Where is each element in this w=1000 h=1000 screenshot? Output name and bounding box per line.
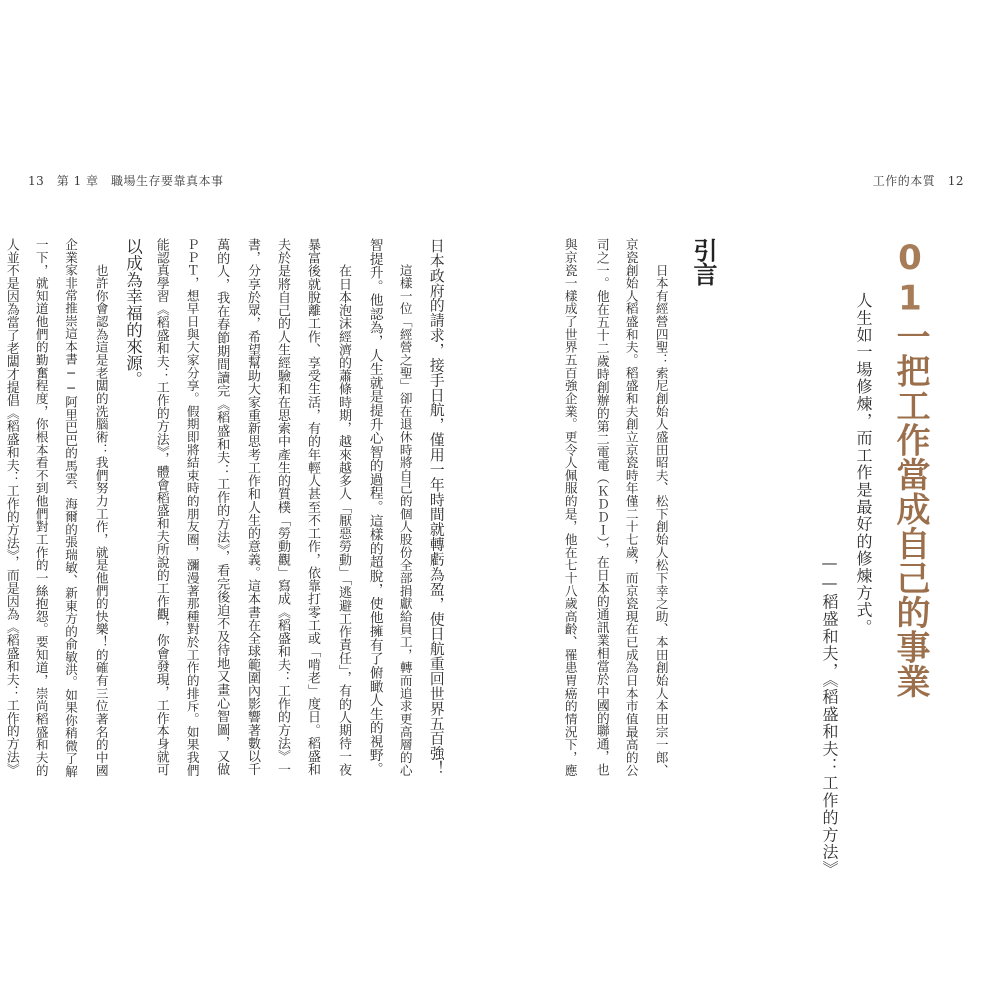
- body-line: 暴富後就脫離工作、享受生活，有的年輕人甚至不工作，依靠打零工或「啃老」度日。稻盛和: [304, 238, 320, 776]
- body-line: 在日本泡沫經濟的蕭條時期，越來越多人「厭惡勞動」「逃避工作責任」，有的人期待一夜: [335, 238, 351, 777]
- epigraph-source: ——稻盛和夫，《稻盛和夫：工作的方法》: [820, 553, 839, 878]
- body-line: 能認真學習《稻盛和夫：工作的方法》，體會稻盛和夫所說的工作觀，你會發現，工作本身就可: [153, 238, 169, 777]
- body-line: 人並不是因為當了老闆才提倡《稻盛和夫：工作的方法》，而是因為《稻盛和夫：工作的方法》: [3, 238, 19, 777]
- body-line: 智提升。他認為，人生就是提升心智的過程。這樣的超脫，使他擁有了俯瞰人生的視野。: [366, 238, 383, 776]
- body-line: 以成為幸福的來源。: [123, 238, 143, 388]
- body-line: 書，分享於眾，希望幫助大家重新思考工作和人生的意義。這本書在全球範圍內影響著數以千: [244, 238, 260, 776]
- body-line: 夫於是將自己的人生經驗和在思索中產生的質樸「勞動觀」寫成《稻盛和夫：工作的方法》一: [274, 238, 290, 776]
- running-header-left: 13 第 1 章 職場生存要靠真本事: [28, 174, 224, 188]
- running-header-right: 工作的本質 12: [872, 174, 964, 188]
- body-line: 與京瓷一樣成了世界五百強企業。更令人佩服的是，他在七十八歲高齡、罹患胃癌的情況下，應: [562, 238, 578, 777]
- body-line: 日本政府的請求，接手日航，僅用一年時間就轉虧為盈，使日航重回世界五百強！: [427, 238, 445, 776]
- body-line: 京瓷創始人稻盛和夫。稻盛和夫創立京瓷時年僅二十七歲，而京瓷現在已成為日本市值最高的公: [623, 238, 639, 777]
- section-heading: 引言: [689, 238, 717, 286]
- body-line: 萬的人，我在春節期間讀完《稻盛和夫：工作的方法》，看完後迫不及待地又畫心智圖，又做: [214, 238, 230, 776]
- body-line: ＰＰＴ，想早日與大家分享。假期即將結束時的朋友圈，瀰漫著那種對於工作的排斥。如果我們: [184, 238, 200, 777]
- epigraph-quote: 人生如一場修煉，而工作是最好的修煉方式。: [854, 292, 873, 636]
- body-line: 企業家非常推崇這本書──阿里巴巴的馬雲、海爾的張瑞敏、新東方的俞敏洪。如果你稍微了解: [63, 238, 79, 778]
- body-line: 日本有經營四聖：索尼創始人盛田昭夫、松下創始人松下幸之助、本田創始人本田宗一郎、: [653, 238, 669, 777]
- body-line: 也許你會認為這是老闆的洗腦術：我們努力工作，就是他們的快樂！的確有三位著名的中國: [93, 238, 109, 777]
- body-line: 司之一。他在五十二歲時創辦的第二電電（ＫＤＤＩ），在日本的通訊業相當於中國的聯通，也: [593, 238, 609, 777]
- chapter-title: [886, 238, 935, 699]
- chapter-title-text: 一把工作當成自己的事業: [890, 319, 930, 699]
- chapter-number: 01: [890, 238, 930, 319]
- body-line: 一下，就知道他們的勤奮程度，你根本看不到他們對工作的一絲抱怨。要知道，崇尚稻盛和夫的: [33, 238, 49, 777]
- body-line: 這樣一位「經營之聖」卻在退休時將自己的個人股份全部捐獻給員工，轉而追求更高層的心: [397, 238, 413, 777]
